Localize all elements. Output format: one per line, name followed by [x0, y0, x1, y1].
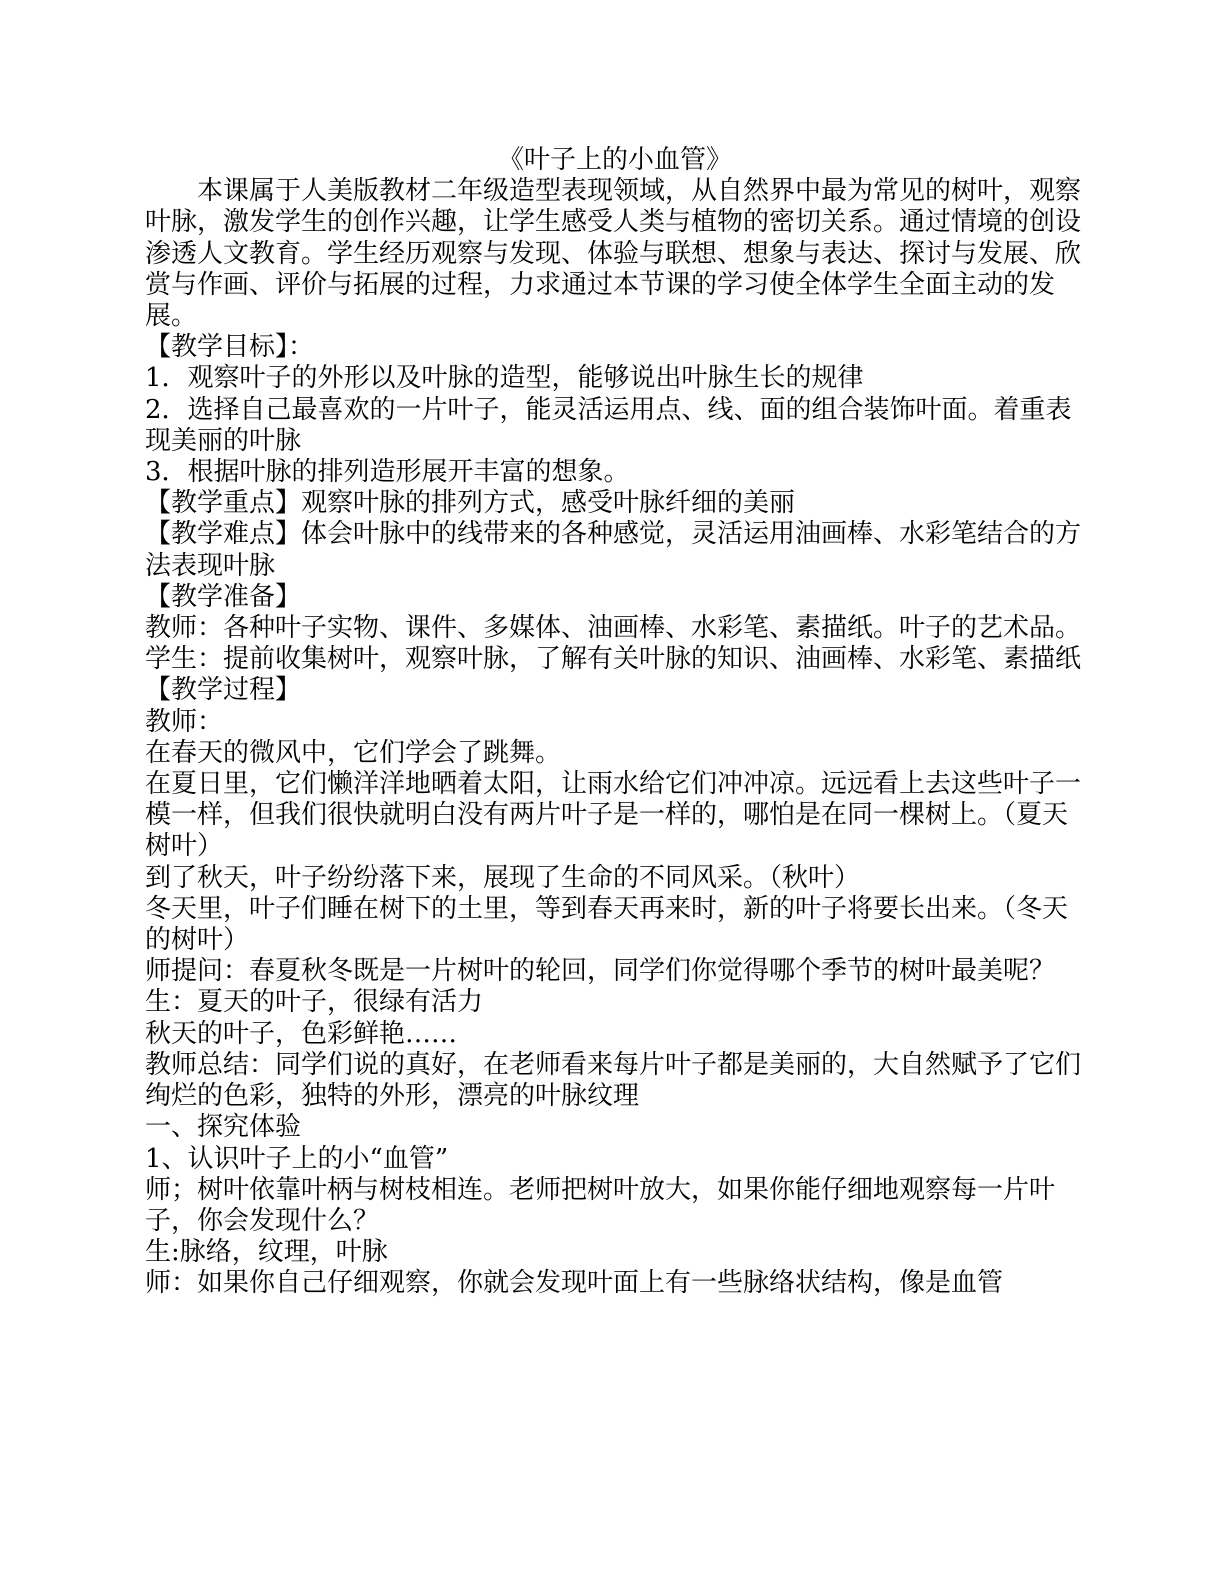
teacher-question: 师提问：春夏秋冬既是一片树叶的轮回，同学们你觉得哪个季节的树叶最美呢？ — [145, 956, 1056, 987]
document-body — [145, 145, 1085, 1300]
teacher-line: 师：如果你自己仔细观察，你就会发现叶面上有一些脉络状结构，像是血管 — [145, 1268, 1004, 1299]
subsection-heading: 1、认识叶子上的小“血管” — [145, 1143, 449, 1174]
objective-item: 1．观察叶子的外形以及叶脉的造型，能够说出叶脉生长的规律 — [145, 363, 864, 394]
narration-line: 在夏日里，它们懒洋洋地晒着太阳，让雨水给它们冲冲凉。远远看上去这些叶子一模一样，但我们很快就明白没有两片叶子是一样的，哪怕是在同一棵树上。（夏天树叶） — [145, 769, 1082, 862]
section-heading-preparation: 【教学准备】 — [145, 581, 302, 612]
narration-line: 到了秋天，叶子纷纷落下来，展现了生命的不同风采。（秋叶） — [145, 862, 861, 893]
student-preparation: 学生：提前收集树叶，观察叶脉，了解有关叶脉的知识、油画棒、水彩笔、素描纸 — [145, 644, 1082, 675]
student-answer: 生:脉络，纹理，叶脉 — [145, 1237, 388, 1268]
narration-line: 冬天里，叶子们睡在树下的土里，等到春天再来时，新的叶子将要长出来。（冬天的树叶） — [145, 893, 1069, 956]
key-point-paragraph: 【教学重点】观察叶脉的排列方式，感受叶脉纤细的美丽 — [145, 488, 796, 519]
student-answer: 秋天的叶子，色彩鲜艳…… — [145, 1018, 458, 1049]
section-heading-process: 【教学过程】 — [145, 675, 302, 706]
speaker-label: 教师： — [145, 706, 224, 737]
document-title: 《叶子上的小血管》 — [497, 145, 732, 175]
section-heading-objectives: 【教学目标】： — [145, 332, 315, 363]
teacher-line: 师；树叶依靠叶柄与树枝相连。老师把树叶放大，如果你能仔细地观察每一片叶子，你会发现什么？ — [145, 1174, 1056, 1236]
objective-item: 2．选择自己最喜欢的一片叶子，能灵活运用点、线、面的组合装饰叶面。着重表现美丽的叶脉 — [145, 394, 1072, 456]
teacher-preparation: 教师：各种叶子实物、课件、多媒体、油画棒、水彩笔、素描纸。叶子的艺术品。 — [145, 613, 1082, 644]
objective-item: 3．根据叶脉的排列造形展开丰富的想象。 — [145, 457, 630, 488]
student-answer: 生：夏天的叶子，很绿有活力 — [145, 987, 484, 1018]
intro-paragraph: 本课属于人美版教材二年级造型表现领域，从自然界中最为常见的树叶，观察叶脉，激发学生的创作兴趣，让学生感受人类与植物的密切关系。通过情境的创设渗透人文教育。学生经历观察与发现、体验与联想、想象与表达、探讨与发展、欣赏与作画、评价与拓展的过程，力求通过本节课的学习使全体学生全面主动的发展。 — [145, 176, 1082, 332]
difficulty-paragraph: 【教学难点】体会叶脉中的线带来的各种感觉，灵活运用油画棒、水彩笔结合的方法表现叶脉 — [145, 519, 1082, 581]
narration-line: 在春天的微风中，它们学会了跳舞。 — [145, 737, 562, 768]
section-heading-explore: 一、探究体验 — [145, 1112, 302, 1143]
teacher-summary: 教师总结：同学们说的真好，在老师看来每片叶子都是美丽的，大自然赋予了它们绚烂的色彩，独特的外形，漂亮的叶脉纹理 — [145, 1049, 1082, 1112]
